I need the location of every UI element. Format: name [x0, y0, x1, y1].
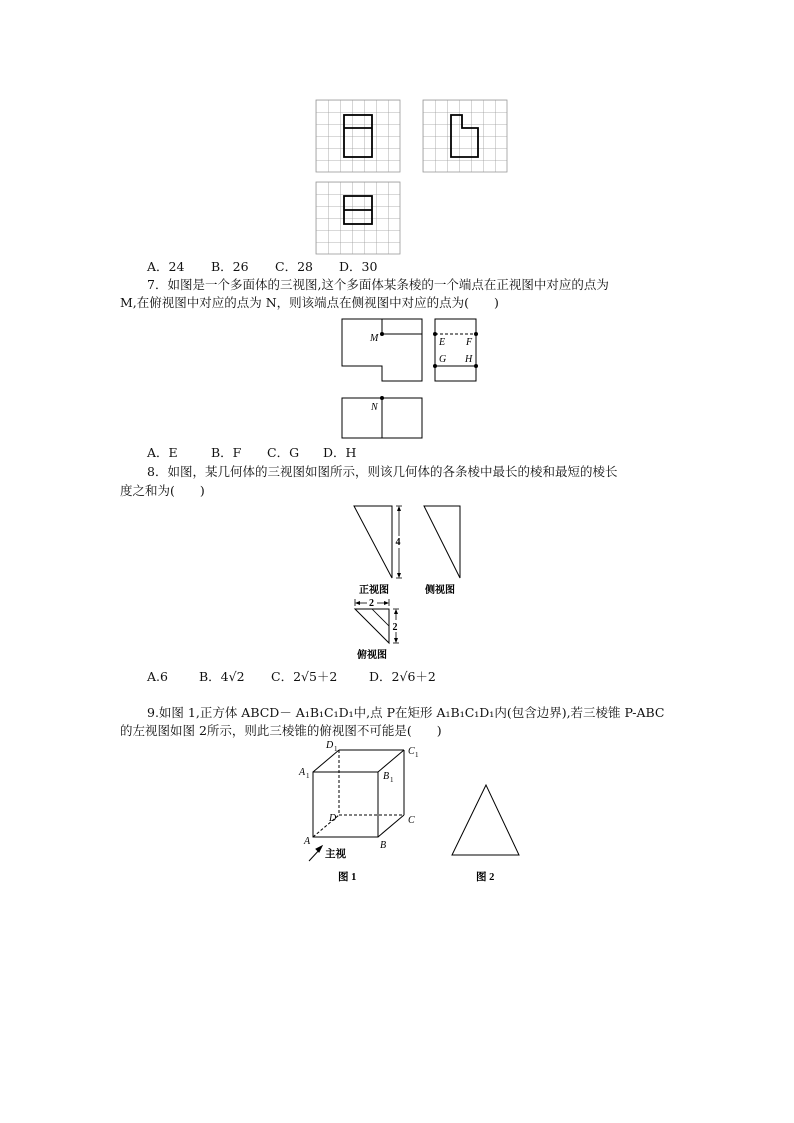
- svg-text:1: 1: [415, 751, 419, 759]
- q8-front-label: 正视图: [359, 585, 389, 596]
- q8-dim-depth: 2: [392, 622, 398, 633]
- svg-text:1: 1: [390, 776, 394, 784]
- q6-option-d: D．30: [339, 259, 378, 274]
- q7-label-h: H: [465, 354, 473, 365]
- q9-label-a: A: [304, 836, 311, 847]
- svg-text:1: 1: [334, 745, 338, 753]
- q7-option-b: B．F: [211, 445, 242, 460]
- q9-label-b1: B: [383, 771, 390, 782]
- q9-label-a1: A: [299, 767, 306, 778]
- q8-option-c: C．2√5＋2: [271, 669, 338, 684]
- q8-top-label: 俯视图: [357, 650, 387, 661]
- q7-label-g: G: [439, 354, 447, 365]
- q9-label-d1: D: [326, 740, 334, 751]
- q9-label-c1: C: [408, 746, 415, 757]
- q9-label-b: B: [380, 840, 387, 851]
- q7-option-a: A．E: [147, 445, 178, 460]
- q9-line2: 的左视图如图 2所示，则此三棱锥的俯视图不可能是( ): [120, 723, 442, 738]
- q8-option-b: B．4√2: [199, 669, 245, 684]
- q9-cube: [313, 750, 404, 837]
- q9-main-view: 主视: [325, 849, 346, 860]
- q9-line1: 9.如图 1,正方体 ABCD－ A₁B₁C₁D₁中,点 P在矩形 A₁B₁C₁D₁内(包含边界),若三棱锥 P-ABC: [147, 705, 665, 720]
- q7-option-d: D．H: [323, 445, 357, 460]
- q7-option-c: C．G: [267, 445, 300, 460]
- q9-label-c: C: [408, 815, 415, 826]
- q7-label-n: N: [371, 402, 378, 413]
- q8-dim-width: 2: [369, 598, 374, 609]
- q7-line1: 7．如图是一个多面体的三视图,这个多面体某条棱的一个端点在正视图中对应的点为: [147, 277, 609, 292]
- q9-fig2: 图 2: [476, 872, 495, 883]
- q9-label-d: D: [329, 813, 337, 824]
- q8-dim-height: 4: [395, 537, 401, 548]
- q6-option-c: C．28: [275, 259, 313, 274]
- q8-line2: 度之和为( ): [120, 483, 205, 498]
- q7-line2: M,在俯视图中对应的点为 N，则该端点在侧视图中对应的点为( ): [120, 295, 499, 310]
- q6-option-a: A．24: [147, 259, 185, 274]
- q8-option-a: A.6: [147, 669, 168, 684]
- q9-left-view-triangle: [452, 785, 519, 855]
- svg-text:1: 1: [306, 772, 310, 780]
- q9-fig1: 图 1: [338, 872, 357, 883]
- q8-option-d: D．2√6＋2: [369, 669, 436, 684]
- q8-line1: 8．如图，某几何体的三视图如图所示，则该几何体的各条棱中最长的棱和最短的棱长: [147, 464, 618, 479]
- q7-label-e: E: [439, 337, 446, 348]
- q7-label-f: F: [466, 337, 473, 348]
- q7-label-m: M: [370, 333, 379, 344]
- q6-option-b: B．26: [211, 259, 249, 274]
- q8-side-label: 侧视图: [425, 585, 455, 596]
